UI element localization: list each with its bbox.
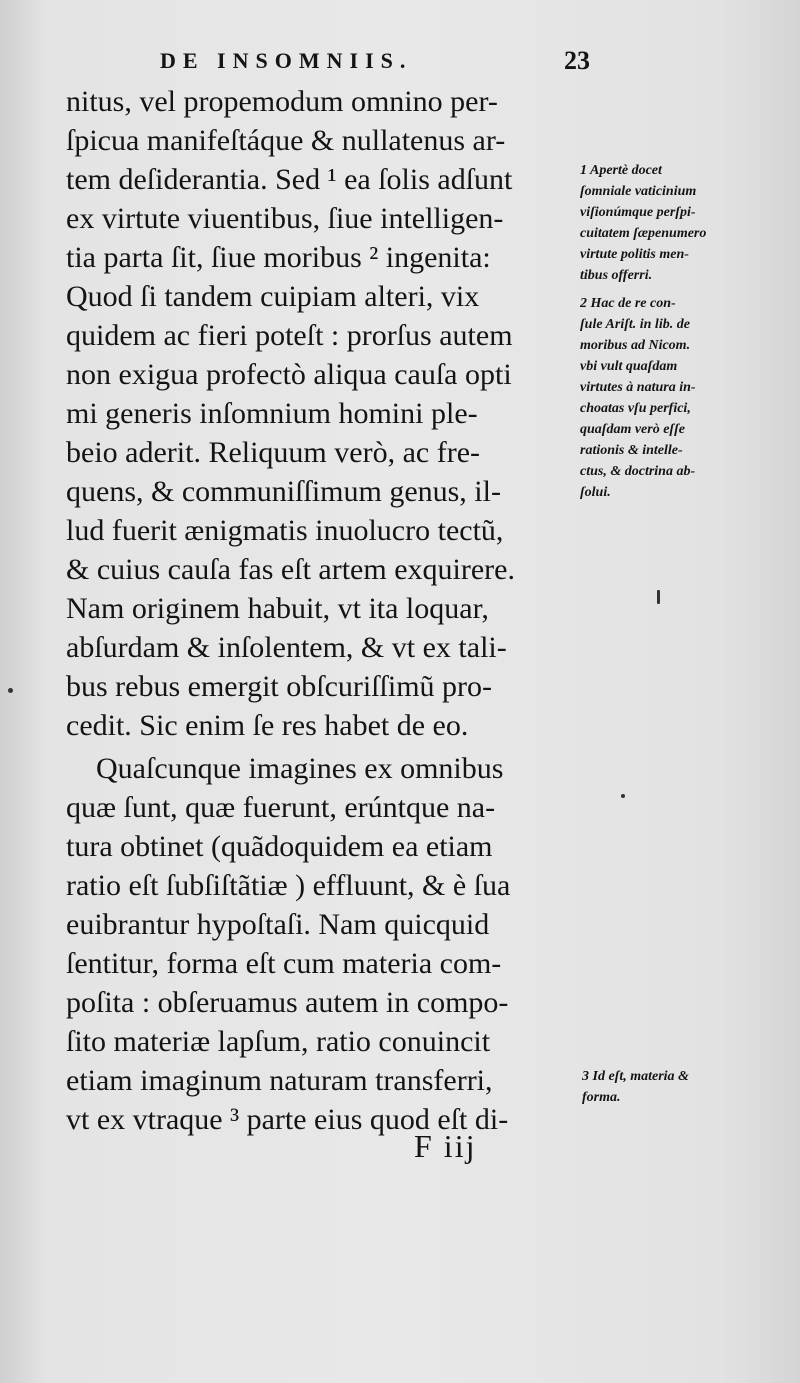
note-line: 1 Apertè docet <box>580 163 662 178</box>
note-line: vbi vult quaſdam <box>580 359 678 374</box>
text-line: quens, & communiſſimum genus, il- <box>66 475 501 508</box>
note-line: virtutes à natura in- <box>580 380 696 395</box>
note-line: tibus offerri. <box>580 268 653 283</box>
text-line: Quod ſi tandem cuipiam alteri, vix <box>66 280 480 313</box>
note-line: rationis & intelle- <box>580 443 683 458</box>
text-line: tem deſiderantia. Sed ¹ ea ſolis adſunt <box>66 163 513 196</box>
note-line: ctus, & doctrina ab- <box>580 464 696 479</box>
text-line: cedit. Sic enim ſe res habet de eo. <box>66 709 469 742</box>
note-line: ſolui. <box>580 485 611 500</box>
text-line: ex virtute viuentibus, ſiue intelligen- <box>66 202 504 235</box>
note-line: moribus ad Nicom. <box>580 338 691 353</box>
ink-speck <box>657 590 660 604</box>
text-line: poſita : obſeruamus autem in compo- <box>66 986 509 1019</box>
text-line: ratio eſt ſubſiſtãtiæ ) effluunt, & è ſua <box>66 869 511 902</box>
text-line: nitus, vel propemodum omnino per- <box>66 85 498 118</box>
note-line: viſionúmque perſpi- <box>580 205 696 220</box>
text-line: vt ex vtraque ³ parte eius quod eſt di- <box>66 1103 509 1136</box>
paragraph-start-line: Quaſcunque imagines ex omnibus <box>96 752 504 785</box>
note-line: ſule Ariſt. in lib. de <box>580 317 690 332</box>
note-line: quaſdam verò eſſe <box>580 422 685 437</box>
note-line: ſomniale vaticinium <box>580 184 697 199</box>
note-line: cuitatem ſæpenumero <box>580 226 707 241</box>
main-text-block <box>66 82 578 1139</box>
marginal-note-3 <box>582 1066 782 1108</box>
note-line: virtute politis men- <box>580 247 689 262</box>
signature-mark: F iij <box>414 1128 477 1164</box>
page-number: 23 <box>564 46 590 75</box>
note-spacer <box>580 286 780 293</box>
text-line: lud fuerit ænigmatis inuolucro tectũ, <box>66 514 504 547</box>
marginal-notes <box>580 160 780 503</box>
text-line: etiam imaginum naturam transferri, <box>66 1064 493 1097</box>
text-line: ſentitur, forma eſt cum materia com- <box>66 947 502 980</box>
text-line: mi generis inſomnium homini ple- <box>66 397 478 430</box>
ink-speck <box>621 794 625 798</box>
note-line: choatas vſu perfici, <box>580 401 691 416</box>
note-line: forma. <box>582 1090 621 1105</box>
text-line: Nam originem habuit, vt ita loquar, <box>66 592 489 625</box>
text-line: abſurdam & inſolentem, & vt ex tali- <box>66 631 507 664</box>
text-line: bus rebus emergit obſcuriſſimũ pro- <box>66 670 493 703</box>
text-line: ſpicua manifeſtáque & nullatenus ar- <box>66 124 506 157</box>
note-line: 3 Id eſt, materia & <box>582 1069 689 1084</box>
text-line: tura obtinet (quãdoquidem ea etiam <box>66 830 493 863</box>
running-head-title: DE INSOMNIIS. <box>160 48 413 73</box>
text-line: non exigua profectò aliqua cauſa opti <box>66 358 512 391</box>
text-line: tia parta ſit, ſiue moribus ² ingenita: <box>66 241 491 274</box>
text-line: beio aderit. Reliquum verò, ac fre- <box>66 436 480 469</box>
text-line: quidem ac fieri poteſt : prorſus autem <box>66 319 513 352</box>
text-line: quæ ſunt, quæ fuerunt, erúntque na- <box>66 791 496 824</box>
ink-speck <box>8 688 13 693</box>
note-line: 2 Hac de re con- <box>580 296 676 311</box>
text-line: & cuius cauſa fas eſt artem exquirere. <box>66 553 515 586</box>
marginal-note-1 <box>580 160 780 286</box>
marginal-note-2 <box>580 293 780 503</box>
text-line: ſito materiæ lapſum, ratio conuincit <box>66 1025 491 1058</box>
text-line: euibrantur hypoſtaſi. Nam quicquid <box>66 908 490 941</box>
running-head <box>160 46 590 80</box>
